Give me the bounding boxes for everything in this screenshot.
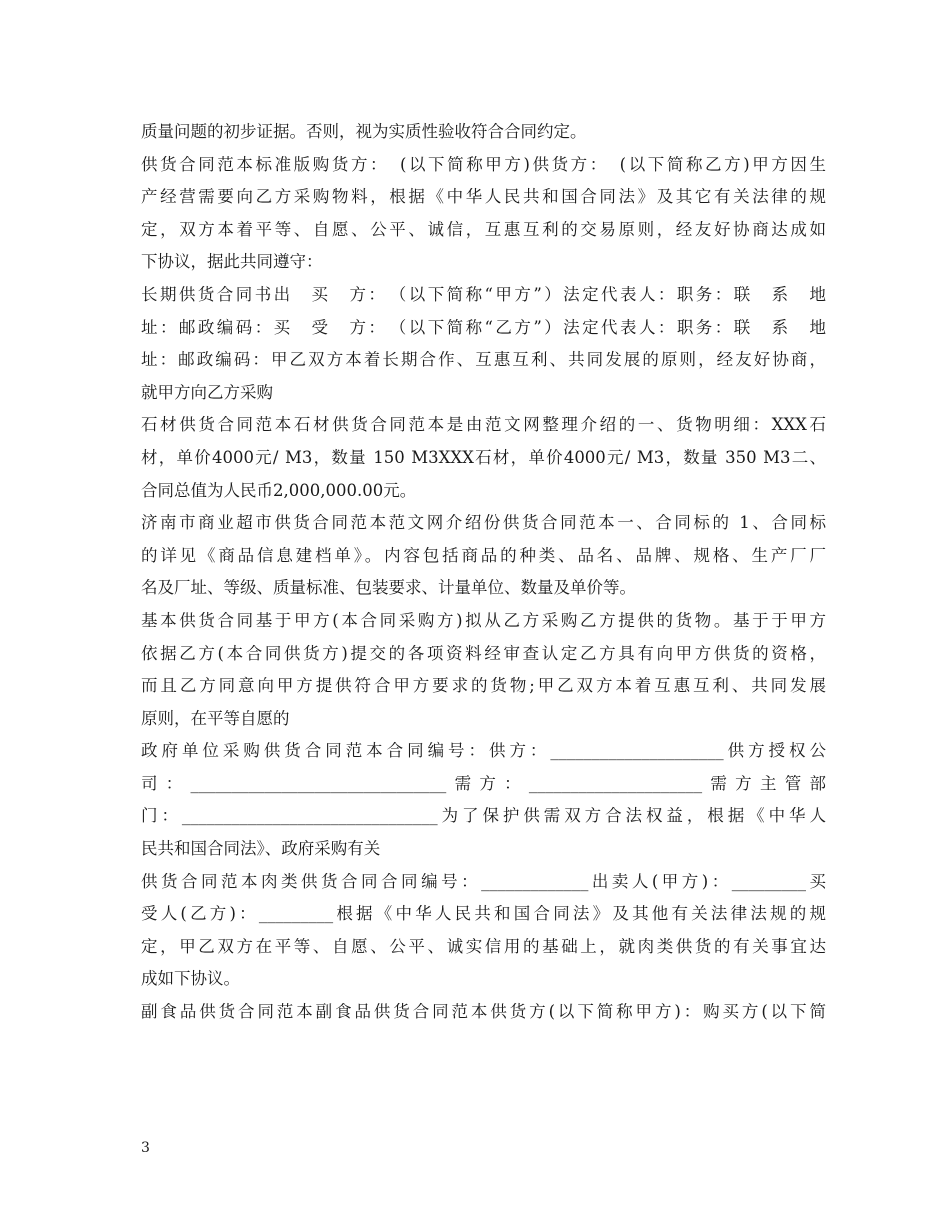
- text-line: 定，双方本着平等、自愿、公平、诚信，互惠互利的交易原则，经友好协商达成如: [141, 219, 826, 239]
- text-line: 政府单位采购供货合同范本合同编号：供方：_____________________供方授权公: [141, 741, 826, 761]
- text-line: 受人(乙方)：_________根据《中华人民共和国合同法》及其他有关法律法规的规: [141, 904, 826, 924]
- text-line: 产经营需要向乙方采购物料，根据《中华人民共和国合同法》及其它有关法律的规: [141, 187, 826, 207]
- text-line: 石材供货合同范本石材供货合同范本是由范文网整理介绍的一、货物明细：XXX石: [141, 415, 826, 435]
- text-line: 基本供货合同基于甲方(本合同采购方)拟从乙方采购乙方提供的货物。基于于甲方: [141, 610, 826, 630]
- text-line: 供货合同范本肉类供货合同合同编号：_____________出卖人(甲方)：_________买: [141, 871, 826, 891]
- text-line: 定，甲乙双方在平等、自愿、公平、诚实信用的基础上，就肉类供货的有关事宜达: [141, 936, 826, 956]
- text-line: 原则，在平等自愿的: [141, 708, 290, 728]
- text-line: 的详见《商品信息建档单》。内容包括商品的种类、品名、品牌、规格、生产厂厂: [141, 545, 826, 565]
- text-line: 材，单价4000元/ M3，数量 150 M3XXX石材，单价4000元/ M3，数量 350 M3二、: [141, 447, 826, 467]
- text-line: 供货合同范本标准版购货方： (以下简称甲方)供货方： (以下简称乙方)甲方因生: [141, 154, 826, 174]
- text-line: 下协议，据此共同遵守：: [141, 252, 323, 272]
- text-line: 成如下协议。: [141, 969, 240, 989]
- text-line: 济南市商业超市供货合同范本范文网介绍份供货合同范本一、合同标的 1、合同标: [141, 513, 826, 533]
- text-line: 名及厂址、等级、质量标准、包装要求、计量单位、数量及单价等。: [141, 578, 636, 598]
- text-line: 依据乙方(本合同供货方)提交的各项资料经审查认定乙方具有向甲方供货的资格，: [141, 643, 826, 663]
- document-body: [141, 116, 826, 1029]
- text-line: 长期供货合同书出 买 方： （以下简称“甲方”）法定代表人：职务：联 系 地: [141, 284, 826, 304]
- text-line: 合同总值为人民币2,000,000.00元。: [141, 480, 417, 500]
- text-line: 而且乙方同意向甲方提供符合甲方要求的货物;甲乙双方本着互惠互利、共同发展: [141, 676, 826, 696]
- text-line: 司：_______________________________需方：_____________________需方主管部: [141, 773, 826, 793]
- text-line: 质量问题的初步证据。否则，视为实质性验收符合合同约定。: [141, 122, 587, 141]
- text-line: 门：_______________________________为了保护供需双方合法权益，根据《中华人: [141, 806, 826, 826]
- text-line: 副食品供货合同范本副食品供货合同范本供货方(以下简称甲方)：购买方(以下简: [141, 1002, 826, 1022]
- text-line: 址：邮政编码：甲乙双方本着长期合作、互惠互利、共同发展的原则，经友好协商，: [141, 350, 826, 370]
- text-line: 就甲方向乙方采购: [141, 382, 273, 402]
- text-line: 址：邮政编码：买 受 方： （以下简称“乙方”）法定代表人：职务：联 系 地: [141, 317, 826, 337]
- text-line: 民共和国合同法》、政府采购有关: [141, 839, 381, 859]
- page-number: 3: [141, 1140, 150, 1156]
